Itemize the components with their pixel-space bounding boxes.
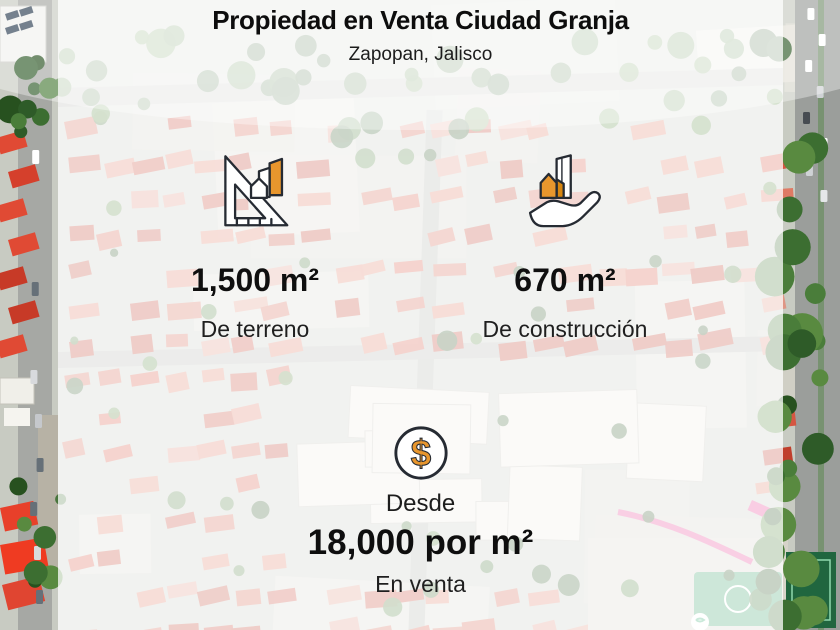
price-prefix: Desde [385,490,456,517]
stat-value: 670 m² [514,262,616,298]
stats-row [58,151,783,351]
set-square-building-icon [213,151,297,235]
stat-value: 1,500 m² [190,262,320,298]
stat-label: De terreno [200,316,310,342]
location-subtitle: Zapopan, Jalisco [348,44,493,65]
svg-text:$: $ [410,432,431,474]
stat-construction [415,151,715,341]
hand-holding-building-icon [523,151,607,235]
stat-label: De construcción [482,316,648,342]
price-value: 18,000 por m² [307,523,534,562]
price-label: En venta [375,571,466,597]
stat-terrain [105,151,405,341]
dollar-coin-icon [392,424,450,482]
page-title: Propiedad en Venta Ciudad Granja [212,5,629,35]
price-block [58,424,783,596]
infographic-content [58,0,783,630]
